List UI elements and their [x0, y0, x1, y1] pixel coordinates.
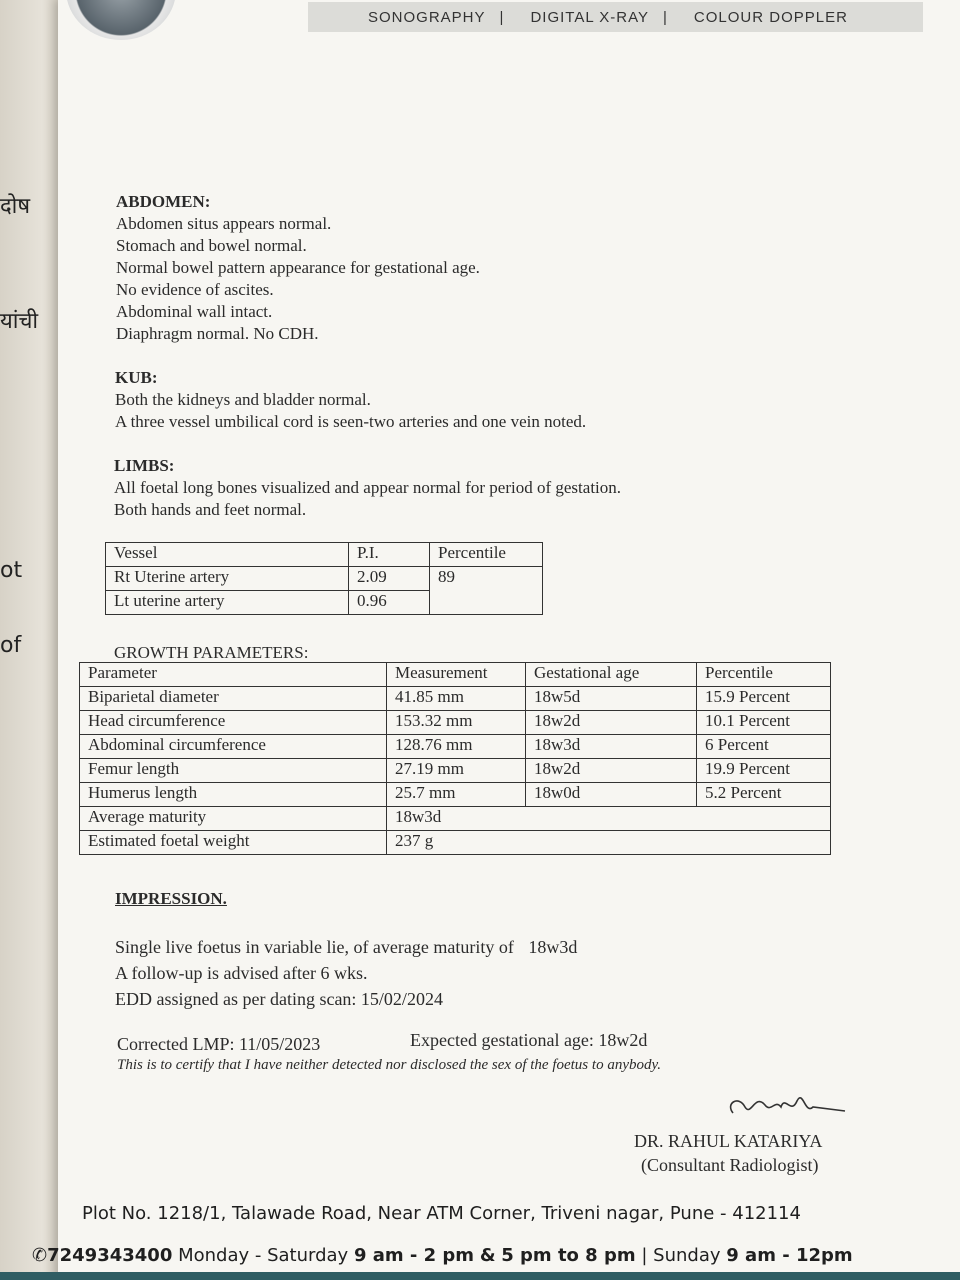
adjacent-page-fragment: ot [0, 558, 23, 583]
table-cell: 89 [430, 567, 543, 615]
table-header-cell: Percentile [430, 543, 543, 567]
table-cell: Average maturity [80, 807, 387, 831]
table-cell: Rt Uterine artery [106, 567, 349, 591]
corrected-lmp: Corrected LMP: 11/05/2023 [117, 1034, 321, 1054]
sunday-hours: 9 am - 12pm [726, 1245, 853, 1266]
certification-statement: This is to certify that I have neither detected nor disclosed the sex of the foetus to anybody. [117, 1057, 662, 1073]
limbs-section [114, 455, 621, 521]
table-cell: Femur length [80, 759, 387, 783]
growth-parameters-table [79, 662, 831, 855]
table-header-cell: Gestational age [526, 663, 697, 687]
abdomen-line: Abdominal wall intact. [116, 302, 273, 321]
table-cell: Humerus length [80, 783, 387, 807]
kub-section [115, 367, 586, 433]
abdomen-line: Stomach and bowel normal. [116, 236, 307, 255]
abdomen-section [116, 191, 480, 345]
separator: | [663, 8, 668, 26]
kub-line: Both the kidneys and bladder normal. [115, 390, 371, 409]
impression-line [115, 934, 577, 960]
abdomen-line: Diaphragm normal. No CDH. [116, 324, 319, 343]
table-cell: 18w0d [526, 783, 697, 807]
table-header-row [106, 543, 543, 567]
doppler-table [105, 542, 543, 615]
table-cell: 18w2d [526, 711, 697, 735]
table-row [80, 735, 831, 759]
clinic-address: Plot No. 1218/1, Talawade Road, Near ATM Corner, Triveni nagar, Pune - 412114 [82, 1203, 801, 1224]
impression-text: Single live foetus in variable lie, of average maturity of [115, 937, 514, 957]
impression-line: A follow-up is advised after 6 wks. [115, 963, 368, 983]
signatory-title: (Consultant Radiologist) [641, 1155, 819, 1175]
table-cell: 5.2 Percent [697, 783, 831, 807]
table-header-row [80, 663, 831, 687]
table-cell: 18w3d [526, 735, 697, 759]
table-cell: Estimated foetal weight [80, 831, 387, 855]
table-cell: 128.76 mm [387, 735, 526, 759]
table-header-cell: Vessel [106, 543, 349, 567]
adjacent-page-fragment: यांची [0, 309, 39, 334]
adjacent-page-fragment: of [0, 633, 22, 658]
table-cell: 237 g [387, 831, 831, 855]
limbs-line: Both hands and feet normal. [114, 500, 307, 519]
impression-heading: IMPRESSION. [115, 889, 227, 908]
table-cell: 27.19 mm [387, 759, 526, 783]
kub-line: A three vessel umbilical cord is seen-two arteries and one vein noted. [115, 412, 587, 431]
contact-hours [32, 1245, 853, 1266]
table-cell: Biparietal diameter [80, 687, 387, 711]
table-cell: 41.85 mm [387, 687, 526, 711]
abdomen-heading: ABDOMEN: [116, 192, 211, 211]
table-cell: 6 Percent [697, 735, 831, 759]
table-row [80, 711, 831, 735]
table-row [80, 783, 831, 807]
table-cell: 18w5d [526, 687, 697, 711]
table-cell: 18w3d [387, 807, 831, 831]
growth-heading: GROWTH PARAMETERS: [114, 643, 309, 662]
table-cell: 2.09 [349, 567, 430, 591]
table-cell: 18w2d [526, 759, 697, 783]
table-header-cell: P.I. [349, 543, 430, 567]
table-row [106, 567, 543, 591]
table-cell: 0.96 [349, 591, 430, 615]
abdomen-line: No evidence of ascites. [116, 280, 274, 299]
weekday-morning-hours: 9 am - 2 pm [353, 1245, 475, 1266]
table-cell: 19.9 Percent [697, 759, 831, 783]
table-cell: 153.32 mm [387, 711, 526, 735]
impression-line: EDD assigned as per dating scan: 15/02/2024 [115, 989, 443, 1009]
kub-heading: KUB: [115, 368, 158, 387]
footer-band [0, 1272, 960, 1280]
adjacent-page-fragment: दोष [0, 194, 31, 219]
phone-number: 7249343400 [47, 1245, 173, 1266]
table-header-cell: Parameter [80, 663, 387, 687]
separator: | [499, 8, 505, 26]
signatory-name: DR. RAHUL KATARIYA [634, 1131, 823, 1151]
phone-icon: ✆ [32, 1245, 48, 1266]
table-cell: 10.1 Percent [697, 711, 831, 735]
services-banner [308, 2, 923, 32]
limbs-heading: LIMBS: [114, 456, 175, 475]
table-header-cell: Measurement [387, 663, 526, 687]
abdomen-line: Normal bowel pattern appearance for gestational age. [116, 258, 480, 277]
table-header-cell: Percentile [697, 663, 831, 687]
sunday-label: Sunday [653, 1245, 721, 1266]
table-row [80, 687, 831, 711]
adjacent-page-edge [0, 0, 60, 1280]
table-cell: Abdominal circumference [80, 735, 387, 759]
ampersand: & [479, 1245, 496, 1266]
table-row [80, 807, 831, 831]
service-colour-doppler: COLOUR DOPPLER [693, 8, 848, 26]
expected-gestational-age: Expected gestational age: 18w2d [410, 1030, 648, 1050]
service-digital-xray: DIGITAL X-RAY [530, 8, 650, 26]
weekday-label: Monday - Saturday [178, 1245, 349, 1266]
table-cell: Lt uterine artery [106, 591, 349, 615]
table-row [80, 831, 831, 855]
weekday-evening-hours: 5 pm to 8 pm [501, 1245, 636, 1266]
table-row [80, 759, 831, 783]
abdomen-line: Abdomen situs appears normal. [116, 214, 332, 233]
signature-mark [725, 1085, 855, 1125]
table-cell: 15.9 Percent [697, 687, 831, 711]
table-cell: Head circumference [80, 711, 387, 735]
table-cell: 25.7 mm [387, 783, 526, 807]
impression-section [115, 934, 577, 1012]
service-sonography: SONOGRAPHY [368, 8, 486, 26]
limbs-line: All foetal long bones visualized and appear normal for period of gestation. [114, 478, 622, 497]
divider: | [641, 1245, 648, 1266]
impression-maturity-value: 18w3d [528, 937, 578, 957]
